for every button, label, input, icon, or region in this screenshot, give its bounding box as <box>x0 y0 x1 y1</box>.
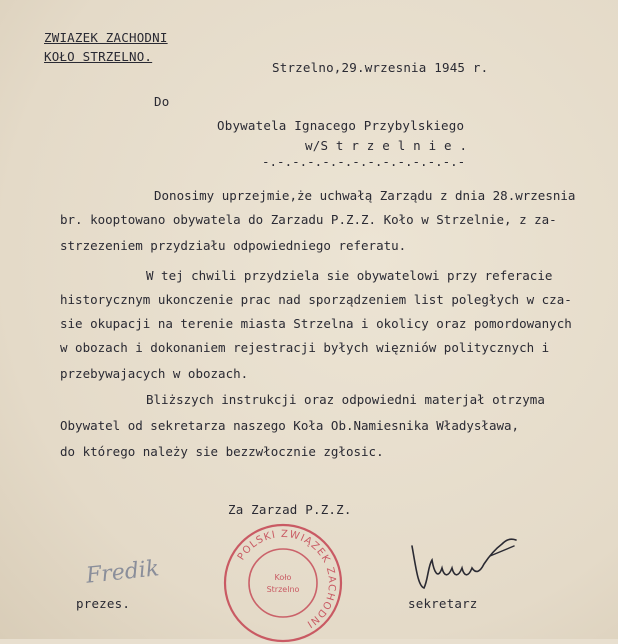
salutation-to: Do <box>154 94 170 109</box>
paragraph1-line3: strzezeniem przydziału odpowiedniego referatu. <box>60 238 407 253</box>
recipient-name: Obywatela Ignacego Przybylskiego <box>217 118 465 133</box>
paragraph3-line3: do którego należy sie bezzwłocznie zgłosic. <box>60 444 384 459</box>
secretary-signature <box>398 528 528 594</box>
org-name-line1: ZWIAZEK ZACHODNI <box>44 30 168 45</box>
president-label: prezes. <box>76 596 131 611</box>
recipient-location: w/S t r z e l n i e . <box>305 138 468 153</box>
president-signature: Fredik <box>84 556 161 589</box>
paragraph1-line1: Donosimy uprzejmie,że uchwałą Zarządu z dnia 28.wrzesnia <box>154 188 576 203</box>
stamp-center-line2: Strzelno <box>266 585 300 594</box>
address-divider: -.-.-.-.-.-.-.-.-.-.-.-.-.- <box>262 154 466 169</box>
stamp-inner-ring <box>249 549 317 617</box>
secretary-label: sekretarz <box>408 596 478 611</box>
stamp-center-line1: Koło <box>274 573 292 582</box>
org-name-line2: KOŁO STRZELNO. <box>44 49 153 64</box>
paragraph2-line5: przebywajacych w obozach. <box>60 366 249 381</box>
place-date: Strzelno,29.wrzesnia 1945 r. <box>272 60 489 75</box>
for-board-line: Za Zarzad P.Z.Z. <box>228 502 352 517</box>
paragraph2-line2: historycznym ukonczenie prac nad sporządzeniem list poległych w cza- <box>60 292 572 307</box>
official-stamp <box>222 522 344 644</box>
paragraph3-line1: Bliższych instrukcji oraz odpowiedni materjał otrzyma <box>146 392 545 407</box>
stamp-ring-text: POLSKI ZWIĄZEK ZACHODNI <box>235 528 338 630</box>
paragraph2-line3: sie okupacji na terenie miasta Strzelna i okolicy oraz pomordowanych <box>60 316 572 331</box>
paragraph2-line1: W tej chwili przydziela sie obywatelowi przy referacie <box>146 268 553 283</box>
paragraph3-line2: Obywatel od sekretarza naszego Koła Ob.Namiesnika Władysława, <box>60 418 520 433</box>
paragraph1-line2: br. kooptowano obywatela do Zarzadu P.Z.Z. Koło w Strzelnie, z za- <box>60 212 557 227</box>
paragraph2-line4: w obozach i dokonaniem rejestracji byłych więzniów politycznych i <box>60 340 550 355</box>
stamp-outer-ring <box>225 525 341 641</box>
